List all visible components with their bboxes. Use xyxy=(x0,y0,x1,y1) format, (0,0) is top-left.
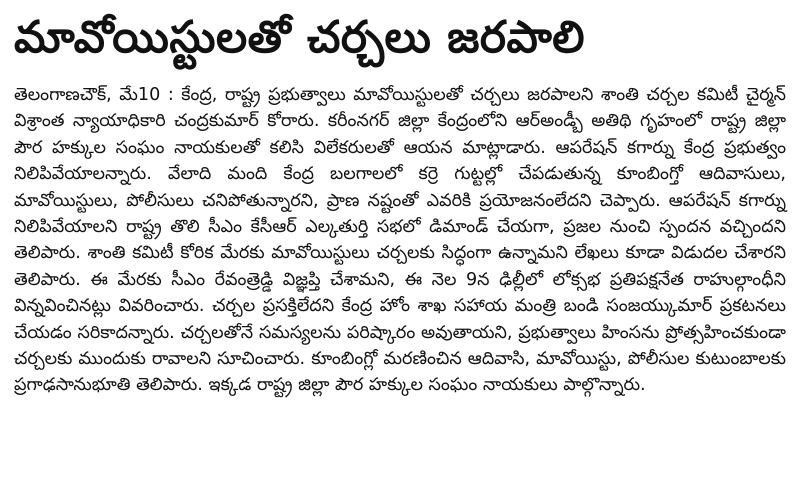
article-body xyxy=(14,82,786,399)
article-headline: మావోయిస్టులతో చర్చలు జరపాలి xyxy=(14,12,586,63)
article-dateline: తెలంగాణచౌక్, మే10 : xyxy=(14,85,182,105)
article-body-text: కేంద్ర, రాష్ట్ర ప్రభుత్వాలు మావోయిస్టులతో చర్చలు జరపాలని శాంతి చర్చల కమిటీ చైర్మన్ విశ్రాంత న్యాయాధికారి చంద్రకుమార్ కోరారు. కరీంనగర్ జిల్లా కేంద్రంలోని ఆర్అండ్బీ అతిథి గృహంలో రాష్ట్ర జిల్లా పౌర హక్కుల సంఘం నాయకులతో కలిసి విలేకరులతో ఆయన మాట్లాడారు. ఆపరేషన్ కగార్ను కేంద్ర ప్రభుత్వం నిలిపివేయాలన్నారు. వేలాది మంది కేంద్ర బలగాలలో కర్రె గుట్టల్లో చేపడుతున్న కూంబింగ్తో ఆదివాసులు, మావోయిస్టులు, పోలీసులు చనిపోతున్నారని, ప్రాణ నష్టంతో ఎవరికి ప్రయోజనంలేదని చెప్పారు. ఆపరేషన్ కగార్ను నిలిపివేయాలని రాష్ట్ర తొలి సీఎం కేసీఆర్ ఎల్కతుర్తి సభలో డిమాండ్ చేయగా, ప్రజల నుంచి స్పందన వచ్చిందని తెలిపారు. శాంతి కమిటీ కోరిక మేరకు మావోయిస్టులు చర్చలకు సిద్ధంగా ఉన్నామని లేఖలు కూడా విడుదల చేశారని తెలిపారు. ఈ మేరకు సీఎం రేవంత్రెడ్డి విజ్ఞప్తి చేశామని, ఈ నెల 9న ఢిల్లీలో లోక్సభ ప్రతిపక్షనేత రాహుల్గాంధీని విన్నవించినట్లు వివరించారు. చర్చల ప్రసక్తిలేదని కేంద్ర హోం శాఖ సహాయ మంత్రి బండి సంజయ్కుమార్ ప్రకటనలు చేయడం సరికాదన్నారు. చర్చలతోనే సమస్యలను పరిష్కారం అవుతాయని, ప్రభుత్వాలు హింసను ప్రోత్సహించకుండా చర్చలకు ముందుకు రావాలని సూచించారు. కూంబింగ్లో మరణించిన ఆదివాసి, మావోయిస్టు, పోలీసుల కుటుంబాలకు ప్రగాఢసానుభూతి తెలిపారు. ఇక్కడ రాష్ట్ర జిల్లా పౌర హక్కుల సంఘం నాయకులు పాల్గొన్నారు. xyxy=(14,85,786,396)
